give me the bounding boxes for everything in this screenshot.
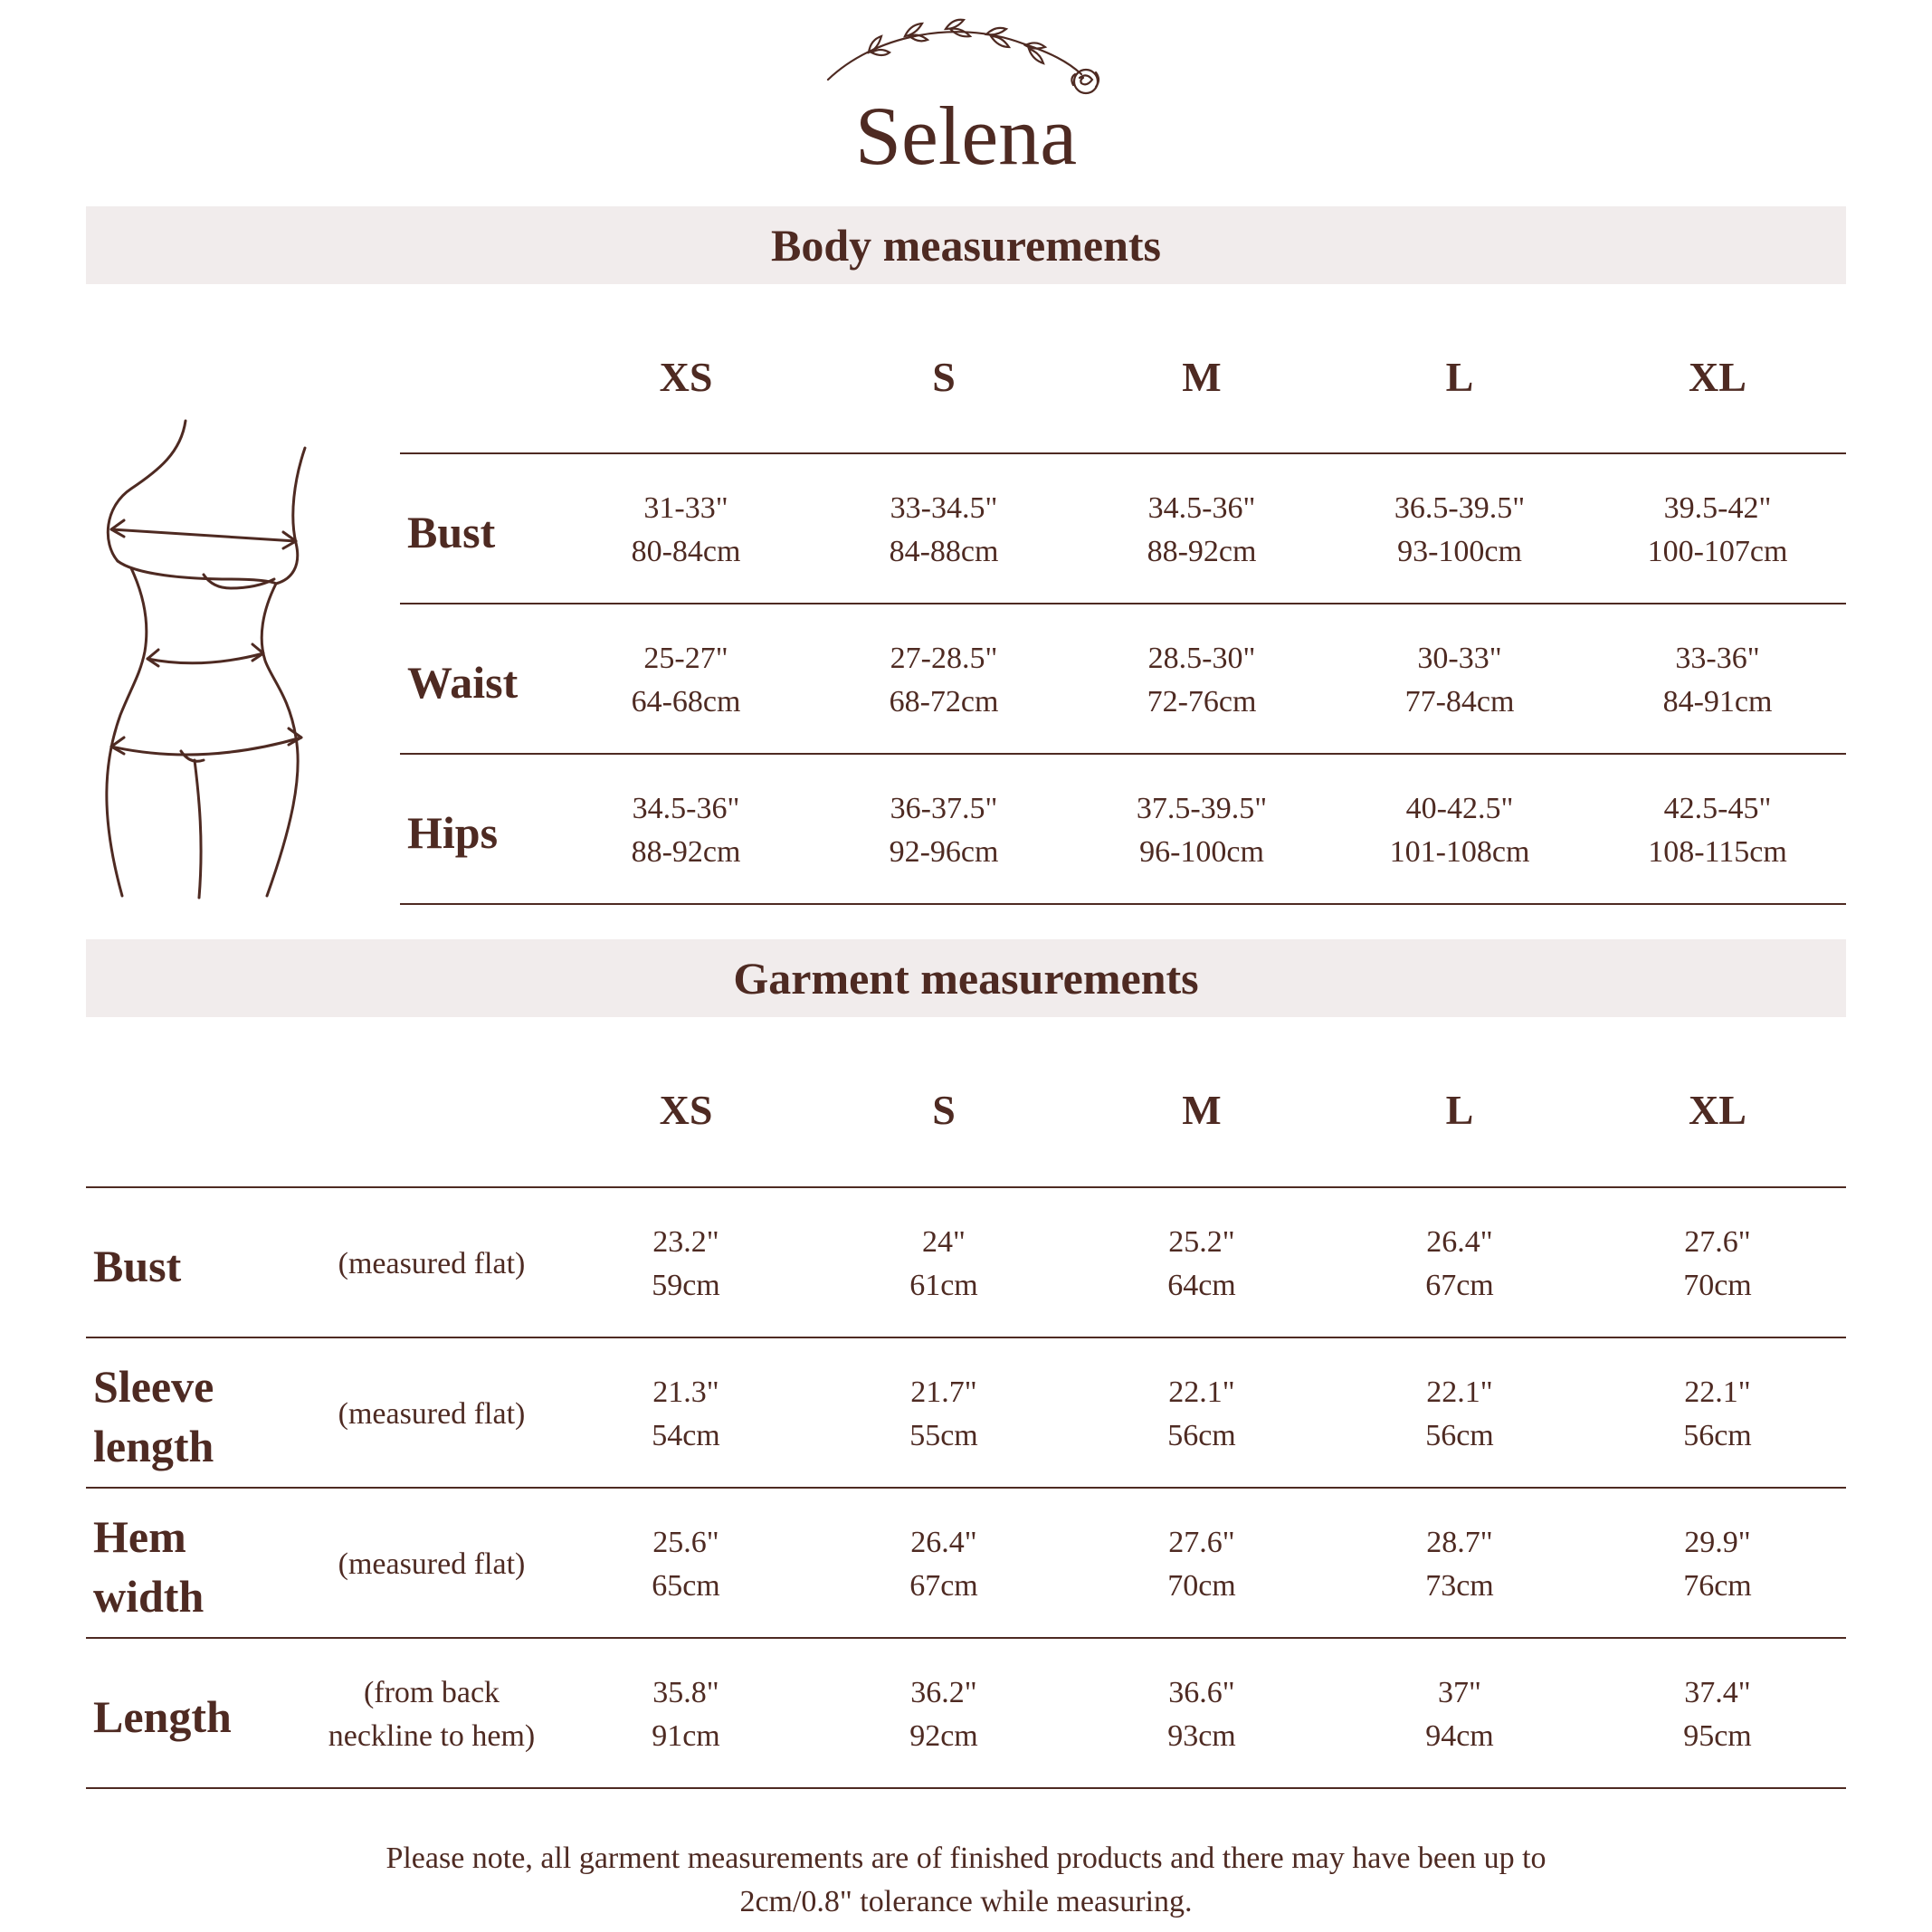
size-header: M (1182, 1087, 1222, 1133)
table-cell: 22.1" 56cm (1425, 1375, 1494, 1452)
table-cell: 42.5-45" 108-115cm (1648, 792, 1787, 869)
table-cell: 37.4" 95cm (1683, 1676, 1752, 1753)
size-header: XS (659, 354, 713, 400)
table-rule (400, 452, 1846, 454)
table-cell: 25.2" 64cm (1167, 1225, 1236, 1302)
table-rule (400, 903, 1846, 905)
size-header: L (1445, 354, 1474, 400)
table-rule (86, 1487, 1846, 1489)
table-cell: 26.4" 67cm (1425, 1225, 1494, 1302)
table-cell: 21.7" 55cm (909, 1375, 978, 1452)
measurement-note: (measured flat) (338, 1397, 526, 1431)
table-cell: 21.3" 54cm (652, 1375, 720, 1452)
table-cell: 25-27" 64-68cm (631, 642, 741, 719)
row-label-bust: Bust (93, 1241, 182, 1291)
section-banner-body (86, 206, 1846, 284)
row-label-hips: Hips (407, 807, 499, 858)
size-header: XL (1689, 1087, 1746, 1133)
table-cell: 37.5-39.5" 96-100cm (1136, 792, 1268, 869)
section-title: Garment measurements (733, 953, 1199, 1004)
body-outline-icon (95, 416, 312, 905)
table-cell: 33-34.5" 84-88cm (889, 491, 999, 568)
table-cell: 27-28.5" 68-72cm (889, 642, 999, 719)
table-rule (400, 603, 1846, 604)
table-cell: 40-42.5" 101-108cm (1389, 792, 1530, 869)
measurement-note: (measured flat) (338, 1547, 526, 1581)
size-header: S (932, 354, 956, 400)
brand-title: Selena (854, 90, 1078, 182)
table-cell: 36-37.5" 92-96cm (889, 792, 999, 869)
table-cell: 29.9" 76cm (1683, 1526, 1752, 1603)
size-header: L (1445, 1087, 1474, 1133)
table-cell: 27.6" 70cm (1683, 1225, 1752, 1302)
table-cell: 37" 94cm (1425, 1676, 1494, 1753)
size-header: XL (1689, 354, 1746, 400)
footnote: Please note, all garment measurements are of finished products and there may have been up to 2cm/0.8" tolerance while measuring. (385, 1842, 1547, 1918)
table-cell: 36.6" 93cm (1167, 1676, 1236, 1753)
measurement-note: (from back neckline to hem) (328, 1676, 536, 1753)
table-rule (86, 1186, 1846, 1188)
table-cell: 22.1" 56cm (1167, 1375, 1236, 1452)
measurement-note: (measured flat) (338, 1247, 526, 1280)
table-cell: 31-33" 80-84cm (631, 491, 741, 568)
table-cell: 36.2" 92cm (909, 1676, 978, 1753)
table-cell: 28.5-30" 72-76cm (1147, 642, 1257, 719)
table-cell: 27.6" 70cm (1167, 1526, 1236, 1603)
table-rule (400, 753, 1846, 755)
table-cell: 24" 61cm (909, 1225, 978, 1302)
row-label-hem-width: Hem width (93, 1511, 205, 1622)
table-cell: 28.7" 73cm (1425, 1526, 1494, 1603)
row-label-waist: Waist (407, 657, 519, 708)
table-cell: 25.6" 65cm (652, 1526, 720, 1603)
size-header: M (1182, 354, 1222, 400)
table-rule (86, 1787, 1846, 1789)
table-cell: 30-33" 77-84cm (1404, 642, 1515, 719)
section-title: Body measurements (770, 220, 1161, 271)
size-header: S (932, 1087, 956, 1133)
table-cell: 33-36" 84-91cm (1662, 642, 1773, 719)
table-rule (86, 1337, 1846, 1338)
row-label-length: Length (93, 1691, 232, 1742)
row-label-sleeve-length: Sleeve length (93, 1361, 214, 1471)
table-cell: 39.5-42" 100-107cm (1647, 491, 1788, 568)
table-cell: 26.4" 67cm (909, 1526, 978, 1603)
table-cell: 22.1" 56cm (1683, 1375, 1752, 1452)
table-rule (86, 1637, 1846, 1639)
section-banner-garment (86, 939, 1846, 1017)
table-cell: 34.5-36" 88-92cm (631, 792, 741, 869)
table-cell: 35.8" 91cm (652, 1676, 720, 1753)
size-header: XS (659, 1087, 713, 1133)
row-label-bust: Bust (407, 507, 496, 557)
table-cell: 34.5-36" 88-92cm (1147, 491, 1257, 568)
table-cell: 23.2" 59cm (652, 1225, 720, 1302)
table-cell: 36.5-39.5" 93-100cm (1394, 491, 1526, 568)
